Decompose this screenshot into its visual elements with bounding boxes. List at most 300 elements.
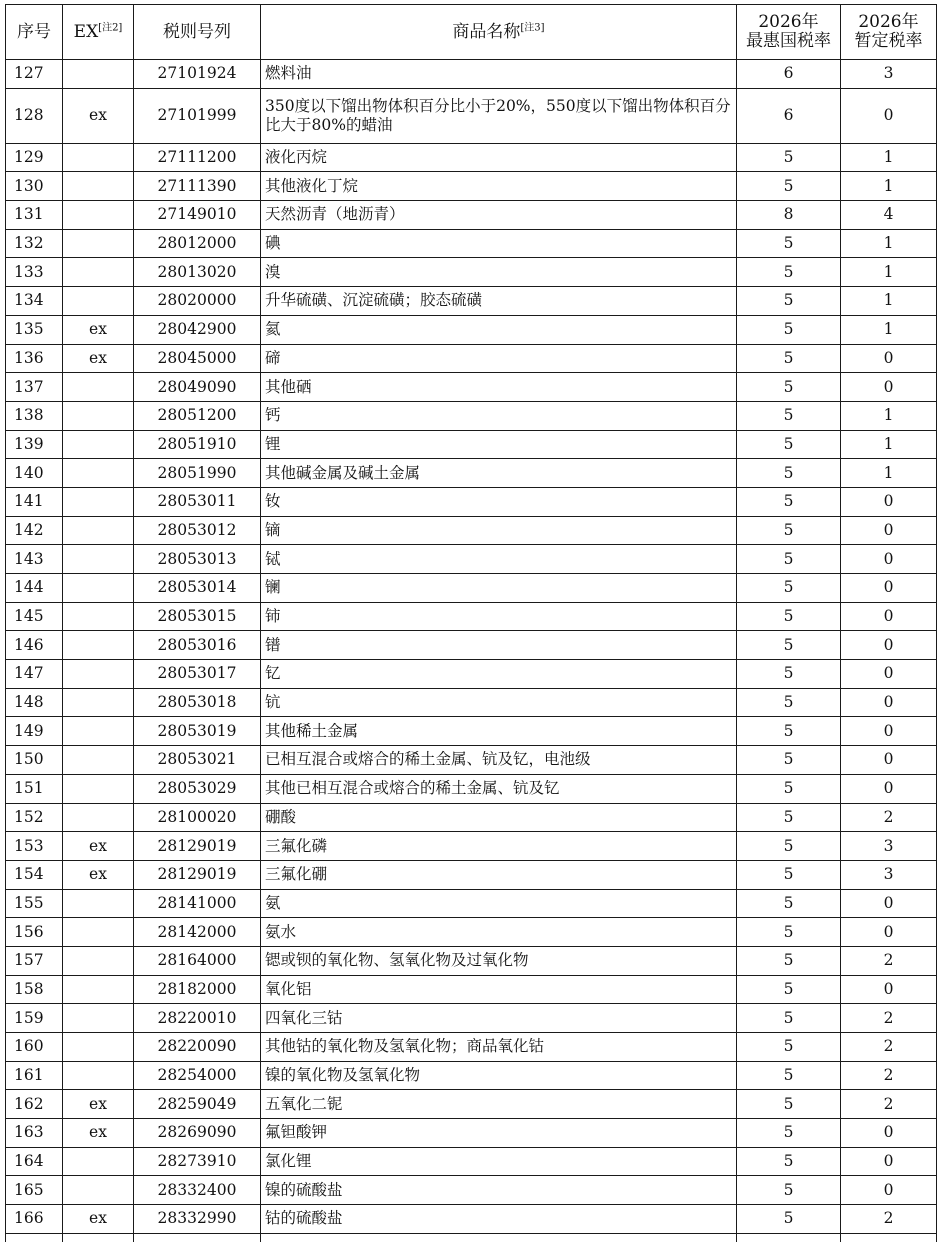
table-row — [6, 143, 937, 172]
cell-provisional-rate: 0 — [841, 746, 937, 775]
cell-product-name: 钇 — [261, 660, 737, 689]
cell-provisional-rate: 1 — [841, 315, 937, 344]
cell-mfn-rate: 5 — [737, 430, 841, 459]
cell-seq: 139 — [6, 430, 63, 459]
cell-tariff-code: 27111200 — [134, 143, 261, 172]
cell-tariff-code: 28182000 — [134, 975, 261, 1004]
table-row — [6, 88, 937, 143]
cell-product-name: 钕 — [261, 487, 737, 516]
cell-product-name: 氨 — [261, 889, 737, 918]
table-body — [6, 60, 937, 1242]
table-row — [6, 946, 937, 975]
cell-product-name: 铈 — [261, 602, 737, 631]
cell-provisional-rate: 1 — [841, 430, 937, 459]
cell-ex — [63, 201, 134, 230]
cell-mfn-rate: 5 — [737, 975, 841, 1004]
cell-provisional-rate: 0 — [841, 487, 937, 516]
cell-tariff-code: 27101999 — [134, 88, 261, 143]
cell-seq: 157 — [6, 946, 63, 975]
cell-mfn-rate: 5 — [737, 1176, 841, 1205]
cell-tariff-code: 28100020 — [134, 803, 261, 832]
cell-provisional-rate: 0 — [841, 545, 937, 574]
cell-ex — [63, 430, 134, 459]
cell-ex — [63, 229, 134, 258]
cell-product-name: 天然沥青（地沥青） — [261, 201, 737, 230]
cell-ex — [63, 1176, 134, 1205]
table-row — [6, 717, 937, 746]
cell-provisional-rate: 0 — [841, 660, 937, 689]
cell-seq: 158 — [6, 975, 63, 1004]
table-row — [6, 918, 937, 947]
cell-ex: ex — [63, 832, 134, 861]
cell-tariff-code: 28051200 — [134, 401, 261, 430]
cell-ex — [63, 574, 134, 603]
empty-cell — [63, 1233, 134, 1242]
table-row — [6, 746, 937, 775]
cell-tariff-code: 28273910 — [134, 1147, 261, 1176]
cell-product-name: 三氟化磷 — [261, 832, 737, 861]
cell-provisional-rate: 4 — [841, 201, 937, 230]
cell-mfn-rate: 5 — [737, 143, 841, 172]
cell-ex — [63, 889, 134, 918]
cell-product-name: 碘 — [261, 229, 737, 258]
cell-mfn-rate: 5 — [737, 1004, 841, 1033]
table-row — [6, 545, 937, 574]
cell-product-name: 其他已相互混合或熔合的稀土金属、钪及钇 — [261, 774, 737, 803]
cell-ex — [63, 373, 134, 402]
cell-provisional-rate: 0 — [841, 1119, 937, 1148]
cell-tariff-code: 28051910 — [134, 430, 261, 459]
cell-tariff-code: 28053016 — [134, 631, 261, 660]
cell-ex — [63, 688, 134, 717]
cell-mfn-rate: 5 — [737, 946, 841, 975]
cell-seq: 159 — [6, 1004, 63, 1033]
table-row — [6, 1205, 937, 1234]
cell-provisional-rate: 2 — [841, 803, 937, 832]
cell-tariff-code: 28045000 — [134, 344, 261, 373]
cell-product-name: 氧化铝 — [261, 975, 737, 1004]
table-row-continuation — [6, 1233, 937, 1242]
cell-mfn-rate: 5 — [737, 287, 841, 316]
header-ex — [63, 5, 134, 60]
cell-provisional-rate: 2 — [841, 1205, 937, 1234]
cell-tariff-code: 28051990 — [134, 459, 261, 488]
cell-seq: 140 — [6, 459, 63, 488]
table-row — [6, 258, 937, 287]
cell-product-name: 钪 — [261, 688, 737, 717]
cell-product-name: 液化丙烷 — [261, 143, 737, 172]
cell-seq: 135 — [6, 315, 63, 344]
header-prov-year: 2026年 — [858, 12, 919, 32]
cell-ex — [63, 1033, 134, 1062]
header-provisional-rate — [841, 5, 937, 60]
cell-mfn-rate: 5 — [737, 1090, 841, 1119]
cell-mfn-rate: 5 — [737, 459, 841, 488]
table-row — [6, 832, 937, 861]
cell-ex — [63, 287, 134, 316]
cell-ex — [63, 1004, 134, 1033]
cell-mfn-rate: 5 — [737, 631, 841, 660]
cell-provisional-rate: 1 — [841, 229, 937, 258]
cell-ex: ex — [63, 315, 134, 344]
cell-ex — [63, 746, 134, 775]
cell-tariff-code: 28053013 — [134, 545, 261, 574]
cell-seq: 163 — [6, 1119, 63, 1148]
cell-mfn-rate: 5 — [737, 832, 841, 861]
cell-tariff-code: 28332990 — [134, 1205, 261, 1234]
cell-seq: 164 — [6, 1147, 63, 1176]
table-header — [6, 5, 937, 60]
cell-product-name: 其他硒 — [261, 373, 737, 402]
cell-product-name: 钴的硫酸盐 — [261, 1205, 737, 1234]
cell-seq: 142 — [6, 516, 63, 545]
cell-ex — [63, 774, 134, 803]
header-ex-note: [注2] — [98, 21, 123, 33]
table-row — [6, 430, 937, 459]
header-mfn-label: 最惠国税率 — [746, 31, 831, 51]
cell-mfn-rate: 5 — [737, 373, 841, 402]
cell-tariff-code: 28332400 — [134, 1176, 261, 1205]
cell-provisional-rate: 3 — [841, 860, 937, 889]
cell-tariff-code: 28053021 — [134, 746, 261, 775]
cell-seq: 146 — [6, 631, 63, 660]
cell-provisional-rate: 0 — [841, 889, 937, 918]
cell-seq: 134 — [6, 287, 63, 316]
table-row — [6, 975, 937, 1004]
cell-mfn-rate: 5 — [737, 258, 841, 287]
cell-provisional-rate: 0 — [841, 975, 937, 1004]
cell-product-name: 钙 — [261, 401, 737, 430]
table-row — [6, 1176, 937, 1205]
cell-mfn-rate: 5 — [737, 803, 841, 832]
cell-tariff-code: 28220090 — [134, 1033, 261, 1062]
header-row — [6, 5, 937, 60]
header-ex-label: EX — [73, 21, 99, 42]
header-code — [134, 5, 261, 60]
cell-product-name: 镧 — [261, 574, 737, 603]
header-name-note: [注3] — [520, 21, 545, 33]
tariff-table — [5, 4, 937, 1242]
cell-ex — [63, 602, 134, 631]
table-row — [6, 688, 937, 717]
header-mfn-year: 2026年 — [758, 12, 819, 32]
cell-provisional-rate: 0 — [841, 631, 937, 660]
cell-product-name: 四氧化三钴 — [261, 1004, 737, 1033]
cell-provisional-rate: 0 — [841, 1176, 937, 1205]
table-row — [6, 516, 937, 545]
cell-product-name: 三氟化硼 — [261, 860, 737, 889]
table-row — [6, 315, 937, 344]
cell-mfn-rate: 5 — [737, 688, 841, 717]
table-row — [6, 459, 937, 488]
header-seq — [6, 5, 63, 60]
cell-ex — [63, 258, 134, 287]
cell-provisional-rate: 0 — [841, 516, 937, 545]
cell-seq: 156 — [6, 918, 63, 947]
cell-tariff-code: 28259049 — [134, 1090, 261, 1119]
cell-mfn-rate: 5 — [737, 401, 841, 430]
cell-tariff-code: 28049090 — [134, 373, 261, 402]
table-row — [6, 889, 937, 918]
cell-mfn-rate: 6 — [737, 88, 841, 143]
cell-provisional-rate: 3 — [841, 832, 937, 861]
cell-provisional-rate: 0 — [841, 88, 937, 143]
cell-mfn-rate: 5 — [737, 1119, 841, 1148]
cell-product-name: 溴 — [261, 258, 737, 287]
cell-product-name: 其他液化丁烷 — [261, 172, 737, 201]
cell-product-name: 已相互混合或熔合的稀土金属、钪及钇，电池级 — [261, 746, 737, 775]
cell-provisional-rate: 1 — [841, 401, 937, 430]
cell-mfn-rate: 5 — [737, 172, 841, 201]
cell-seq: 147 — [6, 660, 63, 689]
cell-tariff-code: 28141000 — [134, 889, 261, 918]
cell-mfn-rate: 5 — [737, 545, 841, 574]
cell-tariff-code: 27111390 — [134, 172, 261, 201]
cell-seq: 150 — [6, 746, 63, 775]
cell-seq: 161 — [6, 1061, 63, 1090]
cell-mfn-rate: 5 — [737, 602, 841, 631]
cell-mfn-rate: 5 — [737, 344, 841, 373]
header-seq-label: 序号 — [17, 21, 51, 42]
cell-seq: 137 — [6, 373, 63, 402]
cell-ex: ex — [63, 1119, 134, 1148]
cell-ex: ex — [63, 1090, 134, 1119]
cell-ex — [63, 1061, 134, 1090]
cell-ex — [63, 1147, 134, 1176]
cell-ex — [63, 660, 134, 689]
cell-seq: 153 — [6, 832, 63, 861]
cell-ex — [63, 975, 134, 1004]
cell-seq: 166 — [6, 1205, 63, 1234]
empty-cell — [6, 1233, 63, 1242]
table-row — [6, 373, 937, 402]
table-row — [6, 1033, 937, 1062]
cell-provisional-rate: 1 — [841, 143, 937, 172]
cell-provisional-rate: 3 — [841, 60, 937, 89]
cell-mfn-rate: 5 — [737, 774, 841, 803]
cell-tariff-code: 27149010 — [134, 201, 261, 230]
cell-ex — [63, 143, 134, 172]
table-row — [6, 201, 937, 230]
cell-tariff-code: 28042900 — [134, 315, 261, 344]
cell-tariff-code: 28053015 — [134, 602, 261, 631]
cell-tariff-code: 28053011 — [134, 487, 261, 516]
cell-tariff-code: 27101924 — [134, 60, 261, 89]
cell-provisional-rate: 1 — [841, 459, 937, 488]
cell-mfn-rate: 5 — [737, 860, 841, 889]
header-code-label: 税则号列 — [163, 21, 231, 42]
cell-mfn-rate: 5 — [737, 746, 841, 775]
empty-cell — [134, 1233, 261, 1242]
cell-mfn-rate: 5 — [737, 229, 841, 258]
cell-product-name: 其他碱金属及碱土金属 — [261, 459, 737, 488]
cell-product-name: 升华硫磺、沉淀硫磺；胶态硫磺 — [261, 287, 737, 316]
cell-ex: ex — [63, 344, 134, 373]
cell-ex — [63, 631, 134, 660]
cell-provisional-rate: 0 — [841, 688, 937, 717]
cell-mfn-rate: 5 — [737, 1033, 841, 1062]
cell-ex — [63, 545, 134, 574]
table-row — [6, 602, 937, 631]
cell-ex — [63, 918, 134, 947]
cell-provisional-rate: 2 — [841, 1033, 937, 1062]
cell-seq: 162 — [6, 1090, 63, 1119]
header-prov-label: 暂定税率 — [854, 31, 923, 51]
cell-product-name: 镍的氧化物及氢氧化物 — [261, 1061, 737, 1090]
table-row — [6, 1119, 937, 1148]
cell-product-name: 硼酸 — [261, 803, 737, 832]
cell-tariff-code: 28053017 — [134, 660, 261, 689]
table-row — [6, 631, 937, 660]
cell-seq: 144 — [6, 574, 63, 603]
cell-seq: 141 — [6, 487, 63, 516]
empty-cell — [261, 1233, 737, 1242]
empty-cell — [841, 1233, 937, 1242]
table-row — [6, 1004, 937, 1033]
cell-ex — [63, 60, 134, 89]
cell-seq: 129 — [6, 143, 63, 172]
cell-tariff-code: 28129019 — [134, 832, 261, 861]
cell-seq: 131 — [6, 201, 63, 230]
cell-seq: 151 — [6, 774, 63, 803]
cell-product-name: 镍的硫酸盐 — [261, 1176, 737, 1205]
cell-product-name: 铽 — [261, 545, 737, 574]
table-row — [6, 487, 937, 516]
cell-seq: 148 — [6, 688, 63, 717]
cell-ex: ex — [63, 860, 134, 889]
table-row — [6, 660, 937, 689]
cell-tariff-code: 28053018 — [134, 688, 261, 717]
table-row — [6, 172, 937, 201]
cell-provisional-rate: 0 — [841, 1147, 937, 1176]
table-row — [6, 1090, 937, 1119]
cell-provisional-rate: 2 — [841, 946, 937, 975]
cell-provisional-rate: 2 — [841, 1090, 937, 1119]
cell-tariff-code: 28020000 — [134, 287, 261, 316]
table-row — [6, 1147, 937, 1176]
cell-mfn-rate: 8 — [737, 201, 841, 230]
empty-cell — [737, 1233, 841, 1242]
cell-tariff-code: 28053012 — [134, 516, 261, 545]
cell-provisional-rate: 0 — [841, 344, 937, 373]
cell-product-name: 碲 — [261, 344, 737, 373]
cell-product-name: 氨水 — [261, 918, 737, 947]
cell-tariff-code: 28269090 — [134, 1119, 261, 1148]
cell-product-name: 氟钽酸钾 — [261, 1119, 737, 1148]
table-row — [6, 229, 937, 258]
cell-provisional-rate: 1 — [841, 172, 937, 201]
cell-ex — [63, 459, 134, 488]
cell-mfn-rate: 5 — [737, 574, 841, 603]
header-name-label: 商品名称 — [452, 21, 521, 42]
cell-mfn-rate: 5 — [737, 1061, 841, 1090]
cell-mfn-rate: 5 — [737, 1205, 841, 1234]
cell-product-name: 350度以下馏出物体积百分比小于20%，550度以下馏出物体积百分比大于80%的蜡油 — [261, 88, 737, 143]
table-row — [6, 774, 937, 803]
cell-ex — [63, 401, 134, 430]
cell-provisional-rate: 0 — [841, 373, 937, 402]
header-mfn-rate — [737, 5, 841, 60]
cell-seq: 149 — [6, 717, 63, 746]
cell-seq: 127 — [6, 60, 63, 89]
cell-provisional-rate: 0 — [841, 774, 937, 803]
cell-seq: 154 — [6, 860, 63, 889]
cell-mfn-rate: 5 — [737, 889, 841, 918]
cell-mfn-rate: 5 — [737, 660, 841, 689]
cell-seq: 138 — [6, 401, 63, 430]
table-row — [6, 344, 937, 373]
cell-tariff-code: 28129019 — [134, 860, 261, 889]
cell-product-name: 锂 — [261, 430, 737, 459]
cell-ex — [63, 516, 134, 545]
cell-tariff-code: 28053029 — [134, 774, 261, 803]
cell-seq: 145 — [6, 602, 63, 631]
cell-mfn-rate: 5 — [737, 1147, 841, 1176]
cell-ex: ex — [63, 1205, 134, 1234]
cell-product-name: 锶或钡的氧化物、氢氧化物及过氧化物 — [261, 946, 737, 975]
table-row — [6, 1061, 937, 1090]
cell-provisional-rate: 1 — [841, 258, 937, 287]
cell-mfn-rate: 5 — [737, 717, 841, 746]
cell-tariff-code: 28142000 — [134, 918, 261, 947]
cell-product-name: 氦 — [261, 315, 737, 344]
table-row — [6, 860, 937, 889]
table-row — [6, 803, 937, 832]
cell-product-name: 五氧化二铌 — [261, 1090, 737, 1119]
table-row — [6, 287, 937, 316]
cell-mfn-rate: 5 — [737, 516, 841, 545]
cell-seq: 130 — [6, 172, 63, 201]
cell-provisional-rate: 0 — [841, 918, 937, 947]
cell-seq: 128 — [6, 88, 63, 143]
cell-ex — [63, 717, 134, 746]
cell-tariff-code: 28164000 — [134, 946, 261, 975]
cell-provisional-rate: 0 — [841, 717, 937, 746]
cell-seq: 133 — [6, 258, 63, 287]
cell-product-name: 镨 — [261, 631, 737, 660]
cell-provisional-rate: 0 — [841, 574, 937, 603]
cell-tariff-code: 28220010 — [134, 1004, 261, 1033]
cell-seq: 136 — [6, 344, 63, 373]
cell-mfn-rate: 5 — [737, 315, 841, 344]
cell-provisional-rate: 0 — [841, 602, 937, 631]
table-row — [6, 60, 937, 89]
cell-seq: 143 — [6, 545, 63, 574]
cell-seq: 132 — [6, 229, 63, 258]
cell-mfn-rate: 5 — [737, 487, 841, 516]
cell-tariff-code: 28012000 — [134, 229, 261, 258]
cell-product-name: 氯化锂 — [261, 1147, 737, 1176]
cell-seq: 165 — [6, 1176, 63, 1205]
cell-tariff-code: 28254000 — [134, 1061, 261, 1090]
cell-product-name: 其他稀土金属 — [261, 717, 737, 746]
cell-ex: ex — [63, 88, 134, 143]
cell-seq: 155 — [6, 889, 63, 918]
cell-provisional-rate: 1 — [841, 287, 937, 316]
cell-provisional-rate: 2 — [841, 1061, 937, 1090]
cell-seq: 152 — [6, 803, 63, 832]
cell-ex — [63, 487, 134, 516]
cell-tariff-code: 28013020 — [134, 258, 261, 287]
table-row — [6, 401, 937, 430]
cell-seq: 160 — [6, 1033, 63, 1062]
cell-ex — [63, 803, 134, 832]
cell-ex — [63, 946, 134, 975]
cell-tariff-code: 28053019 — [134, 717, 261, 746]
cell-product-name: 其他钴的氧化物及氢氧化物；商品氧化钴 — [261, 1033, 737, 1062]
cell-provisional-rate: 2 — [841, 1004, 937, 1033]
cell-tariff-code: 28053014 — [134, 574, 261, 603]
